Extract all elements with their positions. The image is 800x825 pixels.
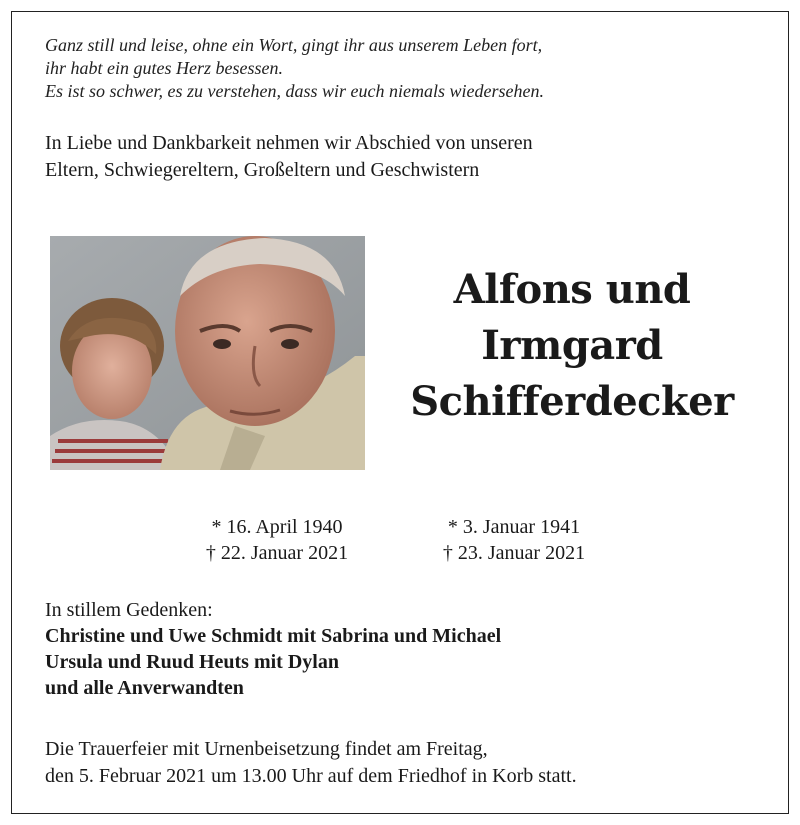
name-line: Schifferdecker	[410, 378, 734, 425]
mourner-line: Christine und Uwe Schmidt mit Sabrina und Michael	[45, 625, 502, 647]
service-line: Die Trauerfeier mit Urnenbeisetzung findet am Freitag,	[45, 738, 488, 760]
intro-line: In Liebe und Dankbarkeit nehmen wir Abschied von unseren	[45, 132, 533, 154]
poem	[45, 34, 765, 103]
birth-date: * 16. April 1940	[211, 516, 343, 538]
memorial-heading: In stillem Gedenken:	[45, 599, 213, 621]
service-line: den 5. Februar 2021 um 13.00 Uhr auf dem Friedhof in Korb statt.	[45, 765, 577, 787]
mourner-line: Ursula und Ruud Heuts mit Dylan	[45, 651, 339, 673]
mourners-list	[45, 623, 765, 701]
poem-line: Ganz still und leise, ohne ein Wort, gingt ihr aus unserem Leben fort,	[45, 35, 543, 55]
dates-alfons	[177, 514, 377, 566]
poem-line: Es ist so schwer, es zu verstehen, dass wir euch niemals wiedersehen.	[45, 81, 544, 101]
poem-line: ihr habt ein gutes Herz besessen.	[45, 58, 283, 78]
funeral-service-info	[45, 736, 775, 790]
name-line: Irmgard	[481, 322, 663, 369]
mourner-line: und alle Anverwandten	[45, 677, 244, 699]
obituary-frame	[11, 11, 789, 814]
name-line: Alfons und	[453, 266, 691, 313]
intro-line: Eltern, Schwiegereltern, Großeltern und Geschwistern	[45, 159, 480, 181]
memorial-section	[45, 597, 765, 701]
deceased-names	[392, 262, 752, 430]
birth-date: * 3. Januar 1941	[447, 516, 581, 538]
death-date: † 22. Januar 2021	[205, 542, 349, 564]
couple-photo	[50, 236, 365, 470]
death-date: † 23. Januar 2021	[442, 542, 586, 564]
intro-text	[45, 130, 765, 184]
dates-irmgard	[414, 514, 614, 566]
